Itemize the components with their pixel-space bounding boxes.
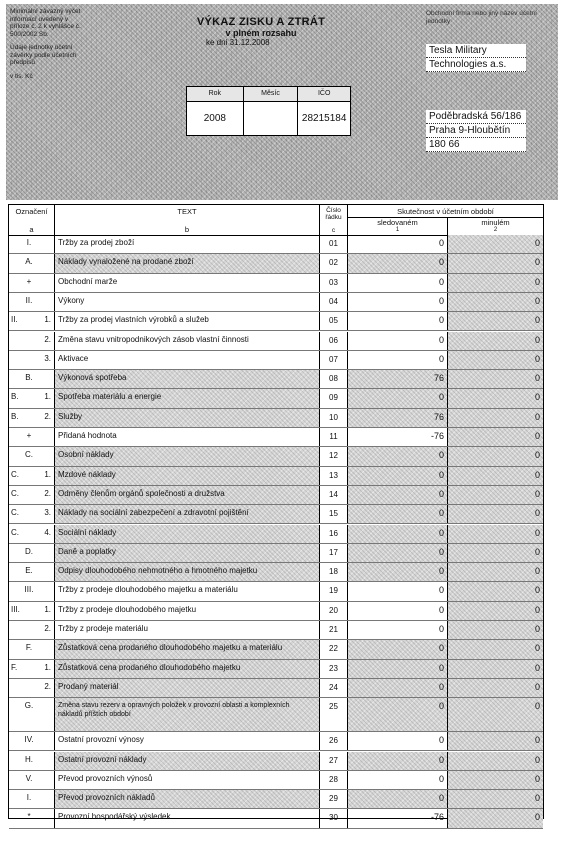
row-text: Ostatní provozní výnosy — [55, 732, 320, 750]
report-header — [6, 4, 558, 200]
row-text: Odměny členům orgánů společnosti a družstva — [55, 486, 320, 504]
ico-value: 28215184 — [301, 113, 347, 124]
left-note-2: Údaje jednotky účetní závěrky podle účetních předpisů — [10, 44, 77, 66]
row-mark: H. — [9, 752, 55, 770]
row-text: Převod provozních nákladů — [55, 790, 320, 808]
row-current-value: 0 — [348, 660, 448, 678]
row-current-value: 0 — [348, 505, 448, 523]
row-text: Tržby za prodej vlastních výrobků a služeb — [55, 312, 320, 330]
table-row — [9, 274, 543, 293]
table-row — [9, 660, 543, 679]
col-text-header: TEXT b — [55, 205, 320, 235]
row-text: Náklady na sociální zabezpečení a zdravotní pojištění — [55, 505, 320, 523]
row-mark: A. — [9, 254, 55, 272]
company-address — [426, 110, 526, 152]
row-mark: B. 2. — [9, 409, 55, 427]
table-row — [9, 235, 543, 254]
row-text: Změna stavu vnitropodnikových zásob vlastní činnosti — [55, 332, 320, 350]
table-row — [9, 370, 543, 389]
row-current-value: 0 — [348, 602, 448, 620]
row-text: Sociální náklady — [55, 525, 320, 543]
row-number: 07 — [320, 351, 348, 369]
row-number: 20 — [320, 602, 348, 620]
table-row — [9, 563, 543, 582]
col-mark-header: Označení a — [9, 205, 55, 235]
row-mark: + — [9, 428, 55, 446]
row-text: Tržby z prodeje dlouhodobého majetku a materiálu — [55, 582, 320, 600]
report-subtitle: v plném rozsahu — [225, 28, 297, 38]
row-current-value: -76 — [348, 809, 448, 827]
row-previous-value: 0 — [448, 274, 543, 292]
row-mark: C. — [9, 447, 55, 465]
row-mark: 2. — [9, 621, 55, 639]
row-mark: + — [9, 274, 55, 292]
table-row — [9, 544, 543, 563]
company-name — [426, 44, 526, 72]
table-row — [9, 790, 543, 809]
row-number: 23 — [320, 660, 348, 678]
row-current-value: 0 — [348, 621, 448, 639]
period-box — [186, 86, 351, 136]
row-mark: C. 3. — [9, 505, 55, 523]
row-mark: F. — [9, 640, 55, 658]
row-current-value: -76 — [348, 428, 448, 446]
row-text: Přidaná hodnota — [55, 428, 320, 446]
table-row — [9, 621, 543, 640]
table-row — [9, 771, 543, 790]
row-number: 15 — [320, 505, 348, 523]
row-mark: III. — [9, 582, 55, 600]
table-row — [9, 389, 543, 408]
row-number: 19 — [320, 582, 348, 600]
col-current-header: sledovaném 1 — [348, 218, 448, 235]
row-mark: IV. — [9, 732, 55, 750]
row-previous-value: 0 — [448, 602, 543, 620]
row-text: Provozní hospodářský výsledek — [55, 809, 320, 827]
row-mark: G. — [9, 698, 55, 731]
table-row — [9, 332, 543, 351]
row-number: 05 — [320, 312, 348, 330]
row-previous-value: 0 — [448, 582, 543, 600]
row-number: 04 — [320, 293, 348, 311]
row-mark: II. 1. — [9, 312, 55, 330]
row-previous-value: 0 — [448, 447, 543, 465]
row-number: 30 — [320, 809, 348, 827]
table-row — [9, 409, 543, 428]
row-mark: 2. — [9, 679, 55, 697]
row-number: 29 — [320, 790, 348, 808]
row-number: 14 — [320, 486, 348, 504]
ico-label: IČO — [317, 90, 331, 97]
table-row — [9, 351, 543, 370]
row-number: 11 — [320, 428, 348, 446]
row-number: 22 — [320, 640, 348, 658]
row-text: Převod provozních výnosů — [55, 771, 320, 789]
address-line-3: 180 66 — [426, 138, 526, 152]
row-number: 08 — [320, 370, 348, 388]
row-text: Mzdové náklady — [55, 467, 320, 485]
left-note-1: Minimální závazný výčet informací uvedený v příloze č. 2 k vyhlášce č. 500/2002 Sb. — [10, 8, 81, 38]
row-previous-value: 0 — [448, 771, 543, 789]
row-current-value: 0 — [348, 544, 448, 562]
row-text: Obchodní marže — [55, 274, 320, 292]
row-current-value: 0 — [348, 679, 448, 697]
row-text: Tržby z prodeje materiálu — [55, 621, 320, 639]
table-row — [9, 428, 543, 447]
row-mark: F. 1. — [9, 660, 55, 678]
report-title: VÝKAZ ZISKU A ZTRÁT — [196, 16, 326, 28]
row-text: Daně a poplatky — [55, 544, 320, 562]
row-previous-value: 0 — [448, 293, 543, 311]
row-current-value: 76 — [348, 409, 448, 427]
row-number: 17 — [320, 544, 348, 562]
row-number: 09 — [320, 389, 348, 407]
row-mark: B. — [9, 370, 55, 388]
row-previous-value: 0 — [448, 752, 543, 770]
month-label: Měsíc — [244, 87, 299, 101]
table-row — [9, 505, 543, 524]
row-previous-value: 0 — [448, 660, 543, 678]
row-text: Odpisy dlouhodobého nehmotného a hmotného majetku — [55, 563, 320, 581]
row-previous-value: 0 — [448, 790, 543, 808]
table-row — [9, 752, 543, 771]
row-previous-value: 0 — [448, 486, 543, 504]
row-number: 03 — [320, 274, 348, 292]
col-prev-header: minulém 2 — [481, 218, 510, 233]
table-row — [9, 698, 543, 732]
row-current-value: 0 — [348, 332, 448, 350]
table-row — [9, 467, 543, 486]
row-previous-value: 0 — [448, 254, 543, 272]
company-name-line-1: Tesla Military — [426, 44, 526, 58]
table-row — [9, 602, 543, 621]
row-mark: I. — [9, 790, 55, 808]
row-number: 16 — [320, 525, 348, 543]
row-current-value: 0 — [348, 389, 448, 407]
col-num-header: Číslo řádku c — [320, 205, 348, 235]
table-row — [9, 293, 543, 312]
row-text: Zůstatková cena prodaného dlouhodobého majetku a materiálu — [55, 640, 320, 658]
row-text: Výkonová spotřeba — [55, 370, 320, 388]
table-row — [9, 254, 543, 273]
row-current-value: 0 — [348, 563, 448, 581]
row-text: Výkony — [55, 293, 320, 311]
row-number: 25 — [320, 698, 348, 731]
row-previous-value: 0 — [448, 563, 543, 581]
row-number: 28 — [320, 771, 348, 789]
row-text: Změna stavu rezerv a opravných položek v provozní oblasti a komplexních nákladů příštích období — [55, 698, 320, 731]
row-text: Spotřeba materiálu a energie — [55, 389, 320, 407]
row-mark: B. 1. — [9, 389, 55, 407]
row-text: Tržby za prodej zboží — [55, 235, 320, 253]
row-text: Osobní náklady — [55, 447, 320, 465]
table-row — [9, 809, 543, 828]
row-number: 02 — [320, 254, 348, 272]
report-date: ke dni 31.12.2008 — [206, 38, 270, 47]
row-previous-value: 0 — [448, 732, 543, 750]
row-mark: C. 4. — [9, 525, 55, 543]
row-previous-value: 0 — [448, 640, 543, 658]
table-row — [9, 486, 543, 505]
row-previous-value: 0 — [448, 698, 543, 731]
row-text: Služby — [55, 409, 320, 427]
address-line-2: Praha 9-Hloubětín — [426, 124, 526, 138]
row-current-value: 0 — [348, 351, 448, 369]
row-current-value: 0 — [348, 640, 448, 658]
row-previous-value: 0 — [448, 525, 543, 543]
table-row — [9, 447, 543, 466]
row-mark: 3. — [9, 351, 55, 369]
row-number: 21 — [320, 621, 348, 639]
row-current-value: 0 — [348, 293, 448, 311]
row-number: 24 — [320, 679, 348, 697]
table-row — [9, 640, 543, 659]
month-value — [244, 102, 299, 136]
table-row — [9, 679, 543, 698]
row-previous-value: 0 — [448, 428, 543, 446]
row-current-value: 0 — [348, 790, 448, 808]
row-text: Aktivace — [55, 351, 320, 369]
row-current-value: 0 — [348, 486, 448, 504]
row-current-value: 0 — [348, 771, 448, 789]
row-number: 12 — [320, 447, 348, 465]
table-header — [9, 205, 543, 236]
row-previous-value: 0 — [448, 351, 543, 369]
row-previous-value: 0 — [448, 621, 543, 639]
row-number: 26 — [320, 732, 348, 750]
row-current-value: 0 — [348, 732, 448, 750]
row-current-value: 0 — [348, 582, 448, 600]
year-label: Rok — [187, 87, 244, 101]
report-title-block — [166, 16, 356, 47]
row-previous-value: 0 — [448, 370, 543, 388]
row-previous-value: 0 — [448, 505, 543, 523]
table-row — [9, 525, 543, 544]
row-mark: C. 2. — [9, 486, 55, 504]
year-value: 2008 — [187, 102, 244, 136]
row-current-value: 0 — [348, 698, 448, 731]
row-mark: E. — [9, 563, 55, 581]
row-current-value: 0 — [348, 312, 448, 330]
row-previous-value: 0 — [448, 332, 543, 350]
row-number: 18 — [320, 563, 348, 581]
row-previous-value: 0 — [448, 409, 543, 427]
row-current-value: 0 — [348, 254, 448, 272]
row-number: 27 — [320, 752, 348, 770]
address-line-1: Poděbradská 56/186 — [426, 110, 526, 124]
row-current-value: 0 — [348, 752, 448, 770]
row-previous-value: 0 — [448, 389, 543, 407]
table-row — [9, 732, 543, 751]
row-current-value: 76 — [348, 370, 448, 388]
row-text: Zůstatková cena prodaného dlouhodobého majetku — [55, 660, 320, 678]
row-current-value: 0 — [348, 447, 448, 465]
company-name-line-2: Technologies a.s. — [426, 58, 526, 72]
row-current-value: 0 — [348, 525, 448, 543]
row-mark: I. — [9, 235, 55, 253]
row-previous-value: 0 — [448, 312, 543, 330]
table-row — [9, 312, 543, 331]
row-previous-value: 0 — [448, 467, 543, 485]
row-mark: C. 1. — [9, 467, 55, 485]
row-mark: V. — [9, 771, 55, 789]
row-mark: D. — [9, 544, 55, 562]
row-previous-value: 0 — [448, 544, 543, 562]
left-note-3: v tis. Kč — [10, 72, 33, 80]
row-current-value: 0 — [348, 274, 448, 292]
header-left-notes — [10, 8, 86, 86]
row-number: 01 — [320, 235, 348, 253]
row-number: 10 — [320, 409, 348, 427]
row-previous-value: 0 — [448, 679, 543, 697]
row-previous-value: 0 — [448, 235, 543, 253]
row-number: 13 — [320, 467, 348, 485]
row-mark: 2. — [9, 332, 55, 350]
row-text: Tržby z prodeje dlouhodobého majetku — [55, 602, 320, 620]
company-caption: Obchodní firma nebo jiný název účetní jednotky — [426, 10, 537, 25]
col-period-group-header: Skutečnost v účetním období sledovaném 1 minulém 2 — [348, 205, 543, 235]
row-mark: * — [9, 809, 55, 827]
row-text: Prodaný materiál — [55, 679, 320, 697]
row-number: 06 — [320, 332, 348, 350]
row-text: Náklady vynaložené na prodané zboží — [55, 254, 320, 272]
row-mark: III. 1. — [9, 602, 55, 620]
row-current-value: 0 — [348, 467, 448, 485]
profit-loss-table — [8, 204, 544, 823]
row-text: Ostatní provozní náklady — [55, 752, 320, 770]
row-previous-value: 0 — [448, 809, 543, 827]
row-mark: II. — [9, 293, 55, 311]
table-row — [9, 582, 543, 601]
row-current-value: 0 — [348, 235, 448, 253]
